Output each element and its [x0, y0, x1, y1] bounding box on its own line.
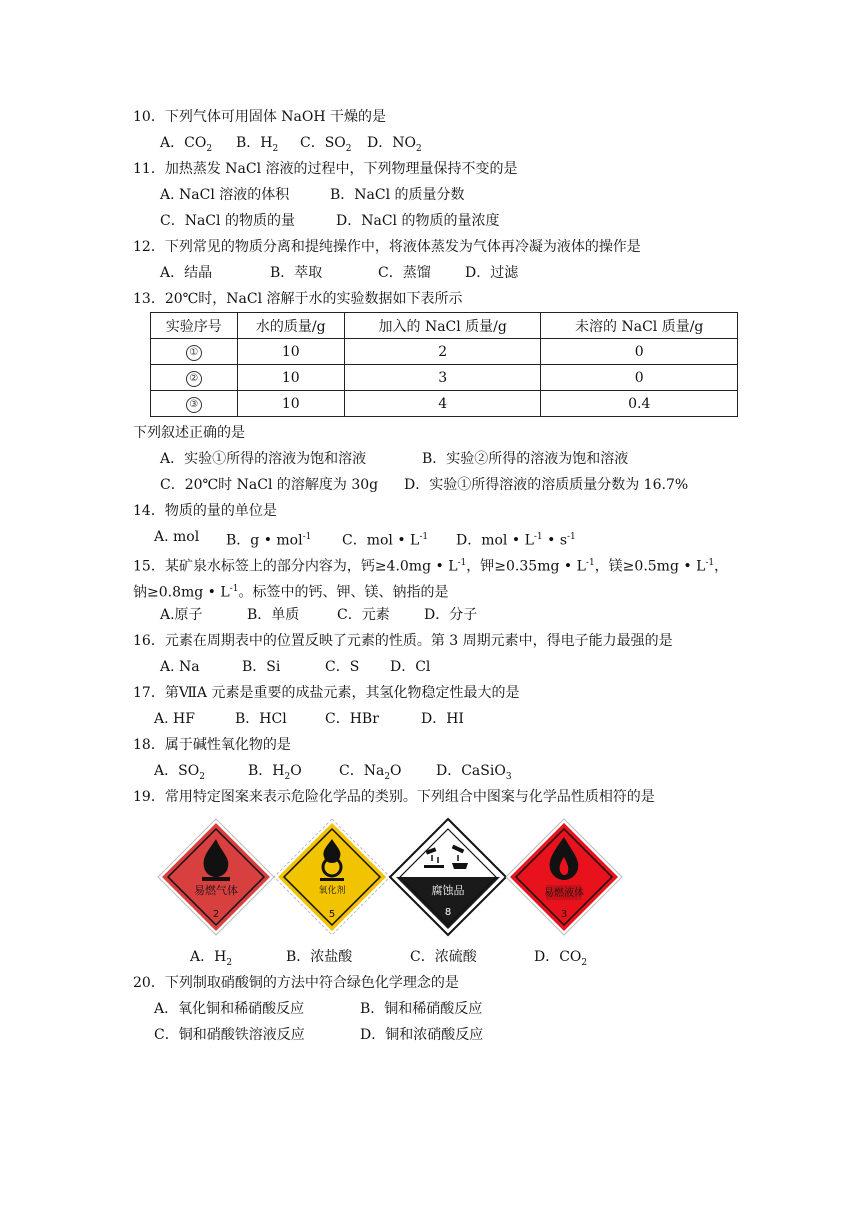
superscript: -1	[567, 532, 576, 542]
q17-stem: 17．第ⅦA 元素是重要的成盐元素，其氢化物稳定性最大的是	[133, 685, 520, 701]
table-header-row	[151, 313, 738, 339]
table-cell: 10	[237, 391, 344, 417]
hazard-label: 氧化剂	[318, 886, 346, 896]
q15-cont-part1: 钠≥0.8mg • L	[133, 584, 230, 601]
q12-stem: 12．下列常见的物质分离和提纯操作中，将液体蒸发为气体再冷凝为液体的操作是	[133, 239, 641, 255]
subscript: 2	[206, 143, 213, 154]
q16-option-a: A. Na	[160, 659, 200, 675]
q20-option-c: C．铜和硝酸铁溶液反应	[154, 1027, 305, 1043]
q14-option-a: A. mol	[154, 529, 200, 545]
subscript: 2	[226, 957, 233, 968]
circled-number: ③	[186, 397, 202, 413]
q14-option-c: C．mol • L	[342, 532, 420, 549]
q11-stem: 11．加热蒸发 NaCl 溶液的过程中，下列物理量保持不变的是	[133, 161, 518, 177]
hazard-sign-flammable-liquid	[504, 817, 624, 937]
q20-option-d: D．铜和浓硝酸反应	[360, 1027, 484, 1043]
table-header: 实验序号	[151, 313, 238, 339]
table-cell: 10	[237, 365, 344, 391]
q19-option-d: D．CO	[534, 949, 582, 965]
superscript: -1	[533, 532, 543, 542]
q15-stem-continued	[133, 580, 448, 602]
hazard-class-number: 2	[212, 909, 220, 920]
table-cell: 2	[344, 339, 541, 365]
superscript: -1	[705, 558, 715, 568]
superscript: -1	[585, 558, 595, 568]
q16-stem: 16．元素在周期表中的位置反映了元素的性质。第 3 周期元素中，得电子能力最强的是	[133, 633, 673, 649]
q15-option-a: A.原子	[160, 607, 203, 623]
q12-option-a: A．结晶	[160, 265, 213, 281]
hazard-label: 易燃液体	[544, 888, 584, 899]
q13-stem: 13．20℃时，NaCl 溶解于水的实验数据如下表所示	[133, 291, 463, 307]
q20-stem: 20．下列制取硝酸铜的方法中符合绿色化学理念的是	[133, 975, 459, 991]
q11-option-d: D．NaCl 的物质的量浓度	[336, 213, 500, 229]
q12-option-d: D．过滤	[465, 265, 519, 281]
table-header: 加入的 NaCl 质量/g	[344, 313, 541, 339]
q18-option-b-tail: O	[290, 763, 302, 779]
q15-stem	[133, 554, 728, 576]
table-row	[151, 339, 738, 365]
hazard-sign-flammable-gas	[156, 817, 276, 937]
q16-option-b: B．Si	[242, 659, 281, 675]
hazard-class-number: 3	[560, 909, 568, 920]
subscript: 2	[199, 771, 205, 782]
q20-option-b: B．铜和稀硝酸反应	[360, 1001, 483, 1017]
q11-option-a: A. NaCl 溶液的体积	[160, 187, 290, 203]
q15-option-b: B．单质	[247, 607, 300, 623]
q11-option-b: B．NaCl 的质量分数	[330, 187, 465, 203]
q14-option-d: D．mol • L	[456, 532, 534, 549]
q16-option-c: C．S	[325, 659, 360, 675]
table-cell	[151, 339, 238, 365]
subscript: 2	[384, 771, 391, 782]
superscript: -1	[419, 532, 429, 542]
q19-option-c: C．浓硫酸	[410, 949, 477, 965]
table-cell: 0.4	[541, 391, 738, 417]
table-cell: 3	[344, 365, 541, 391]
table-header: 水的质量/g	[237, 313, 344, 339]
q18-option-b: B．H	[248, 763, 285, 779]
subscript: 3	[505, 771, 512, 782]
q13-data-table	[150, 312, 738, 417]
q18-stem: 18．属于碱性氧化物的是	[133, 737, 291, 753]
q15-stem-part1: 15．某矿泉水标签上的部分内容为，钙≥4.0mg • L	[133, 558, 458, 575]
circled-number: ②	[186, 371, 202, 387]
subscript: 2	[415, 143, 422, 154]
q13-option-a: A．实验①所得的溶液为饱和溶液	[160, 451, 367, 467]
q15-stem-part4: ，	[714, 558, 729, 575]
q13-option-b: B．实验②所得的溶液为饱和溶液	[422, 451, 629, 467]
table-cell	[151, 365, 238, 391]
q12-option-b: B．萃取	[270, 265, 323, 281]
q13-option-d: D．实验①所得溶液的溶质质量分数为 16.7%	[404, 477, 689, 493]
q18-option-d: D．CaSiO	[436, 763, 506, 779]
hazard-label: 腐蚀品	[431, 884, 465, 897]
q10-option-a: A．CO	[160, 135, 207, 151]
q13-after-text: 下列叙述正确的是	[133, 425, 245, 441]
q17-option-d: D．HI	[421, 711, 464, 727]
q11-option-c: C．NaCl 的物质的量	[160, 213, 295, 229]
hazard-class-number: 5	[328, 909, 336, 920]
superscript: -1	[229, 584, 239, 594]
q17-option-a: A. HF	[154, 711, 195, 727]
table-row	[151, 391, 738, 417]
hazard-label: 易燃气体	[194, 884, 238, 897]
q14-option-d-tail: • s	[542, 532, 567, 549]
q20-option-a: A．氧化铜和稀硝酸反应	[154, 1001, 305, 1017]
subscript: 2	[272, 143, 279, 154]
table-header: 未溶的 NaCl 质量/g	[541, 313, 738, 339]
q17-option-c: C．HBr	[325, 711, 379, 727]
hazard-sign-corrosive	[388, 817, 508, 937]
q14-option-b: B．g • mol	[226, 532, 303, 549]
q12-option-c: C．蒸馏	[378, 265, 431, 281]
q18-option-a: A．SO	[154, 763, 200, 779]
superscript: -1	[457, 558, 467, 568]
q15-option-c: C．元素	[337, 607, 390, 623]
hazard-sign-oxidizer	[272, 817, 392, 937]
circled-number: ①	[186, 345, 202, 361]
q15-option-d: D．分子	[424, 607, 478, 623]
subscript: 2	[581, 957, 588, 968]
q14-stem: 14．物质的量的单位是	[133, 503, 277, 519]
q19-stem: 19．常用特定图案来表示危险化学品的类别。下列组合中图案与化学品性质相符的是	[133, 789, 655, 805]
q18-option-c: C．Na	[339, 763, 385, 779]
q15-stem-part3: ，镁≥0.5mg • L	[594, 558, 706, 575]
hazard-class-number: 8	[444, 907, 452, 918]
table-row	[151, 365, 738, 391]
q19-option-b: B．浓盐酸	[286, 949, 353, 965]
table-cell: 4	[344, 391, 541, 417]
subscript: 2	[345, 143, 352, 154]
q17-option-b: B．HCl	[235, 711, 287, 727]
subscript: 2	[284, 771, 291, 782]
table-cell: 0	[541, 339, 738, 365]
table-cell: 0	[541, 365, 738, 391]
table-cell: 10	[237, 339, 344, 365]
q13-option-c: C．20℃时 NaCl 的溶解度为 30g	[160, 477, 379, 493]
q10-option-d: D．NO	[367, 135, 416, 151]
q10-option-c: C．SO	[300, 135, 346, 151]
q18-option-c-tail: O	[390, 763, 402, 779]
superscript: -1	[302, 532, 312, 542]
q15-stem-part2: ，钾≥0.35mg • L	[466, 558, 586, 575]
q10-stem: 10．下列气体可用固体 NaOH 干燥的是	[133, 109, 386, 125]
q10-option-b: B．H	[236, 135, 273, 151]
q19-option-a: A．H	[190, 949, 227, 965]
q15-cont-part2: 。标签中的钙、钾、镁、钠指的是	[238, 584, 449, 601]
table-cell	[151, 391, 238, 417]
q16-option-d: D．Cl	[390, 659, 431, 675]
